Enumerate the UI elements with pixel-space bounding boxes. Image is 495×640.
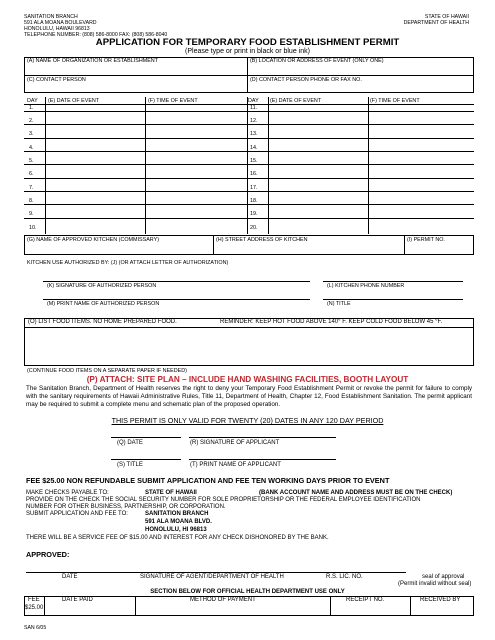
agency-name [404, 14, 469, 26]
submit-addr-3: HONOLULU, HI 96813 [145, 527, 207, 533]
field-k-label: (K) SIGNATURE OF AUTHORIZED PERSON [47, 283, 157, 289]
food-items-label: (O) LIST FOOD ITEMS. NO HOME PREPARED FOOD. [28, 319, 177, 325]
received-by-label: RECEIVED BY [420, 597, 461, 603]
fee-amount: $25.00 [25, 605, 44, 611]
submit-addr-1: SANITATION BRANCH [145, 511, 209, 517]
terms-paragraph: The Sanitation Branch, Department of Health reserves the right to deny your Temporary Food Establishment Permit or revoke the permit for failure to comply with the sanitary requirements of Hawaii Administrative Rules, Title 11, Department of Health, Chapter 12, Food Establishment Sanitation. The permit applicant may be required to submit a complete menu and schematic plan of the proposed operation. [26, 385, 472, 408]
header-line-2: 591 ALA MOANA BOULEVARD [24, 20, 97, 26]
row-num: 6. [29, 171, 34, 177]
authorized-title-input[interactable] [323, 288, 463, 298]
day-header-right: DAY [248, 98, 259, 104]
row-num: 13. [250, 131, 258, 137]
date-header-left: (E) DATE OF EVENT [48, 98, 100, 104]
row-num: 9. [29, 211, 34, 217]
payee-name: STATE OF HAWAII [145, 490, 197, 496]
field-i-label: (I) PERMIT NO. [407, 237, 445, 243]
schedule-row-line [24, 111, 474, 112]
contact-phone-input[interactable] [249, 83, 471, 92]
field-d-label: (D) CONTACT PERSON PHONE OR FAX NO. [250, 77, 362, 83]
service-fee-notice: THERE WILL BE A SERVICE FEE OF $15.00 AND INTEREST FOR ANY CHECK DISHONORED BY THE BANK. [26, 535, 329, 541]
location-input[interactable] [249, 64, 471, 74]
applicant-title-input[interactable] [111, 448, 181, 458]
row-num: 14. [250, 145, 258, 151]
row-num: 8. [29, 198, 34, 204]
temperature-reminder: REMINDER: KEEP HOT FOOD ABOVE 140° F. KEEP COLD FOOD BELOW 45 °F. [220, 319, 443, 325]
header-line-4: TELEPHONE NUMBER: (808) 586-8000 FAX: (808) 586-8040 [24, 32, 168, 38]
row-num: 17. [250, 185, 258, 191]
official-use-title: SECTION BELOW FOR OFFICIAL HEALTH DEPARTMENT USE ONLY [150, 589, 345, 595]
row-num: 18. [250, 198, 258, 204]
schedule-row-line [24, 151, 474, 152]
row-num: 3. [29, 131, 34, 137]
schedule-row-line [24, 191, 474, 192]
row-num: 20. [250, 225, 258, 231]
row-num: 19. [250, 211, 258, 217]
permit-number-input[interactable] [406, 244, 472, 254]
row-num: 1. [29, 105, 34, 111]
applicant-signature-label: (R) SIGNATURE OF APPLICANT [190, 440, 280, 446]
kitchen-name-input[interactable] [26, 244, 211, 254]
agent-signature-label: SIGNATURE OF AGENT/DEPARTMENT OF HEALTH [140, 574, 284, 580]
applicant-signature-input[interactable] [189, 426, 336, 436]
form-subtitle: (Please type or print in black or blue ink) [185, 48, 310, 55]
validity-notice: THIS PERMIT IS ONLY VALID FOR TWENTY (20) DATES IN ANY 120 DAY PERIOD [111, 416, 384, 425]
payment-method-label: METHOD OF PAYMENT [190, 597, 256, 603]
schedule-row-line [24, 138, 474, 139]
kitchen-address-input[interactable] [215, 244, 402, 254]
field-h-label: (H) STREET ADDRESS OF KITCHEN [216, 237, 308, 243]
row-num: 5. [29, 158, 34, 164]
row-num: 4. [29, 145, 34, 151]
authorized-name-input[interactable] [43, 288, 310, 298]
bank-account-note: (BANK ACCOUNT NAME AND ADDRESS MUST BE ON THE CHECK) [259, 490, 453, 496]
make-checks-label: MAKE CHECKS PAYABLE TO: [26, 490, 109, 496]
field-b-label: (B) LOCATION OR ADDRESS OF EVENT (ONLY ONE) [250, 58, 384, 64]
row-num: 15. [250, 158, 258, 164]
day-header-left: DAY [27, 98, 38, 104]
site-plan-instruction: (P) ATTACH: SITE PLAN – INCLUDE HAND WASHING FACILITIES, BOOTH LAYOUT [86, 375, 409, 384]
header-line-1: SANITATION BRANCH [24, 14, 78, 20]
submit-label: SUBMIT APPLICATION AND FEE TO: [26, 511, 128, 517]
approved-label: APPROVED: [26, 550, 70, 559]
ssn-instruction: PROVIDE ON THE CHECK THE SOCIAL SECURITY NUMBER FOR SOLE PROPRIETORSHIP OR THE FEDERAL EMPLOYEE IDENTIFICATION [26, 497, 421, 503]
schedule-row-line [24, 164, 474, 165]
license-label: R.S. LIC. NO. [326, 574, 363, 580]
field-c-label: (C) CONTACT PERSON [27, 77, 86, 83]
ssn-instruction-cont: NUMBER FOR OTHER BUSINESS, PARTNERSHIP, OR CORPORATION. [26, 504, 226, 510]
applicant-name-input[interactable] [189, 448, 336, 458]
form-title: APPLICATION FOR TEMPORARY FOOD ESTABLISHMENT PERMIT [95, 37, 400, 48]
row-num: 7. [29, 185, 34, 191]
seal-note: (Permit invalid without seal) [398, 581, 472, 587]
schedule-row-line [24, 204, 474, 205]
time-header-right: (F) TIME OF EVENT [370, 98, 420, 104]
schedule-row-line [24, 218, 474, 219]
application-date-input[interactable] [111, 426, 181, 436]
title-label: (S) TITLE [117, 462, 143, 468]
row-num: 10. [29, 225, 37, 231]
kitchen-phone-input[interactable] [323, 270, 463, 280]
field-n-label: (N) TITLE [327, 301, 351, 307]
field-g-label: (G) NAME OF APPROVED KITCHEN (COMMISSARY) [27, 237, 159, 243]
field-m-label: (M) PRINT NAME OF AUTHORIZED PERSON [47, 301, 160, 307]
date-label: (Q) DATE [117, 440, 143, 446]
authorized-signature-input[interactable] [43, 270, 310, 280]
kitchen-auth-label: KITCHEN USE AUTHORIZED BY: (J) (OR ATTACH LETTER OF AUTHORIZATION) [27, 260, 229, 266]
organization-input[interactable] [26, 64, 244, 74]
applicant-name-label: (T) PRINT NAME OF APPLICANT [190, 462, 281, 468]
date-header-right: (E) DATE OF EVENT [270, 98, 322, 104]
field-l-label: (L) KITCHEN PHONE NUMBER [327, 283, 405, 289]
fee-notice: FEE $25.00 NON REFUNDABLE SUBMIT APPLICATION AND FEE TEN WORKING DAYS PRIOR TO EVENT [26, 476, 390, 485]
header-line-3: HONOLULU, HAWAII 96813 [24, 26, 90, 32]
department-label: DEPARTMENT OF HEALTH [403, 20, 469, 26]
row-num: 11. [250, 105, 258, 111]
row-num: 2. [29, 118, 34, 124]
contact-person-input[interactable] [26, 83, 244, 92]
field-a-label: (A) NAME OF ORGANIZATION OR ESTABLISHMENT [27, 58, 158, 64]
schedule-header-line [24, 104, 474, 105]
date-paid-label: DATE PAID [62, 597, 93, 603]
state-label: STATE OF HAWAII [424, 14, 469, 20]
approval-date-label: DATE [62, 574, 78, 580]
schedule-row-line [24, 124, 474, 125]
schedule-row-line [24, 178, 474, 179]
submit-addr-2: 591 ALA MOANA BLVD. [145, 519, 212, 525]
time-header-left: (F) TIME OF EVENT [148, 98, 198, 104]
fee-label: FEE [28, 597, 40, 603]
receipt-label: RECEIPT NO. [346, 597, 385, 603]
seal-label: seal of approval [422, 574, 465, 580]
agency-address [24, 14, 167, 38]
row-num: 16. [250, 171, 258, 177]
form-number: SAN 6/05 [24, 625, 47, 631]
row-num: 12. [250, 118, 258, 124]
continue-note: (CONTINUE FOOD ITEMS ON A SEPARATE PAPER IF NEEDED) [27, 368, 187, 374]
